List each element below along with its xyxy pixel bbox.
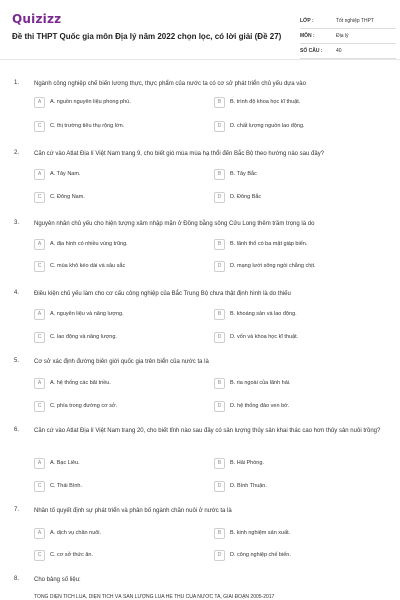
option-text: B. kinh nghiệm sản xuất. bbox=[230, 530, 291, 536]
option-letter: D bbox=[214, 401, 225, 412]
option-text: D. Đông Bắc bbox=[230, 194, 262, 200]
option-text: A. nguyên liệu và năng lượng. bbox=[50, 311, 124, 317]
option-c[interactable] bbox=[34, 480, 82, 492]
question-number: 4. bbox=[14, 290, 20, 296]
option-letter: C bbox=[34, 192, 45, 203]
option-c[interactable] bbox=[34, 191, 85, 203]
option-text: B. khoáng sản và lao động. bbox=[230, 311, 297, 317]
option-text: B. Tây Bắc bbox=[230, 171, 257, 177]
meta-row-class bbox=[300, 14, 396, 29]
option-letter: A bbox=[34, 97, 45, 108]
option-text: B. ria ngoài của lãnh hải. bbox=[230, 380, 291, 386]
option-letter: D bbox=[214, 261, 225, 272]
option-text: D. công nghiệp chế biến. bbox=[230, 552, 291, 558]
option-letter: A bbox=[34, 309, 45, 320]
question-number: 6. bbox=[14, 427, 20, 433]
meta-label: LỚP : bbox=[300, 18, 314, 24]
option-letter: B bbox=[214, 169, 225, 180]
option-letter: C bbox=[34, 261, 45, 272]
question-number: 3. bbox=[14, 220, 20, 226]
option-letter: B bbox=[214, 309, 225, 320]
meta-label: MÔN : bbox=[300, 33, 315, 39]
option-text: D. chất lượng nguồn lao động. bbox=[230, 123, 305, 129]
option-text: C. Thái Bình. bbox=[50, 483, 82, 489]
option-letter: A bbox=[34, 378, 45, 389]
question-text: Ngành công nghiệp chế biến lương thực, thực phẩm của nước ta có cơ sở phát triển chủ yếu dựa vào bbox=[34, 81, 306, 87]
option-letter: B bbox=[214, 97, 225, 108]
option-letter: A bbox=[34, 458, 45, 469]
option-text: C. cơ sở thức ăn. bbox=[50, 552, 93, 558]
option-letter: A bbox=[34, 169, 45, 180]
option-letter: D bbox=[214, 332, 225, 343]
question-text: Căn cứ vào Atlat Địa lí Việt Nam trang 20, cho biết tỉnh nào sau đây có sản lượng thủy sản khai thác cao hơn thủy sản nuôi trồng? bbox=[34, 428, 381, 434]
meta-value: Địa lý bbox=[336, 33, 349, 39]
meta-value: 40 bbox=[336, 48, 342, 54]
option-text: A. hệ thống các bãi triều. bbox=[50, 380, 111, 386]
meta-row-count bbox=[300, 44, 396, 59]
option-text: C. thị trường tiêu thụ rộng lớn. bbox=[50, 123, 125, 129]
quizizz-logo: Quizizz bbox=[12, 12, 62, 26]
option-text: D. hệ thống đảo ven bờ. bbox=[230, 403, 290, 409]
option-c[interactable] bbox=[34, 260, 125, 272]
option-letter: C bbox=[34, 121, 45, 132]
question-text: Điều kiện chủ yếu làm cho cơ cấu công nghiệp của Bắc Trung Bộ chưa thật định hình là do thiếu bbox=[34, 291, 291, 297]
option-b[interactable] bbox=[214, 308, 297, 320]
option-c[interactable] bbox=[34, 120, 124, 132]
option-d[interactable] bbox=[214, 120, 305, 132]
option-letter: C bbox=[34, 481, 45, 492]
option-letter: D bbox=[214, 481, 225, 492]
option-a[interactable] bbox=[34, 238, 128, 250]
option-text: A. nguồn nguyên liệu phong phú. bbox=[50, 99, 131, 105]
option-c[interactable] bbox=[34, 549, 93, 561]
question-text: Cho bảng số liệu: bbox=[34, 577, 81, 583]
option-a[interactable] bbox=[34, 168, 80, 180]
option-letter: B bbox=[214, 378, 225, 389]
option-b[interactable] bbox=[214, 96, 300, 108]
question-text: Nguyên nhân chủ yếu cho hiện tượng xâm nhập mặn ở Đồng bằng sông Cửu Long thêm trầm trọng là do bbox=[34, 221, 315, 227]
option-letter: D bbox=[214, 121, 225, 132]
option-d[interactable] bbox=[214, 480, 267, 492]
option-letter: C bbox=[34, 550, 45, 561]
option-letter: B bbox=[214, 528, 225, 539]
option-a[interactable] bbox=[34, 377, 111, 389]
option-letter: A bbox=[34, 528, 45, 539]
option-a[interactable] bbox=[34, 96, 131, 108]
meta-value: Tốt nghiệp THPT bbox=[336, 18, 374, 24]
option-b[interactable] bbox=[214, 377, 291, 389]
option-text: C. phía trong đường cơ sở. bbox=[50, 403, 118, 409]
question-text: Cơ sở xác định đường biên giới quốc gia trên biển của nước ta là bbox=[34, 359, 209, 365]
option-text: B. trình độ khoa học kĩ thuật. bbox=[230, 99, 301, 105]
option-text: A. địa hình có nhiều vùng trũng. bbox=[50, 241, 128, 247]
option-text: D. mạng lưới sông ngòi chằng chịt. bbox=[230, 263, 316, 269]
option-b[interactable] bbox=[214, 527, 290, 539]
option-text: D. Bình Thuận. bbox=[230, 483, 267, 489]
option-d[interactable] bbox=[214, 549, 291, 561]
document-title: Đề thi THPT Quốc gia môn Địa lý năm 2022 chọn lọc, có lời giải (Đề 27) bbox=[12, 32, 282, 41]
meta-label: SỐ CÂU : bbox=[300, 48, 323, 54]
question-number: 5. bbox=[14, 358, 20, 364]
question-text: Căn cứ vào Atlat Địa lí Việt Nam trang 9, cho biết gió mùa mùa hạ thổi đến Bắc Bộ theo hướng nào sau đây? bbox=[34, 151, 325, 157]
option-text: C. Đông Nam. bbox=[50, 194, 85, 200]
option-letter: D bbox=[214, 192, 225, 203]
option-d[interactable] bbox=[214, 400, 289, 412]
option-d[interactable] bbox=[214, 260, 316, 272]
option-b[interactable] bbox=[214, 457, 264, 469]
option-letter: C bbox=[34, 332, 45, 343]
option-letter: D bbox=[214, 550, 225, 561]
question-number: 1. bbox=[14, 80, 20, 86]
option-a[interactable] bbox=[34, 308, 124, 320]
option-letter: A bbox=[34, 239, 45, 250]
question-number: 7. bbox=[14, 507, 20, 513]
option-text: B. lãnh thổ có ba mặt giáp biển. bbox=[230, 241, 308, 247]
option-letter: C bbox=[34, 401, 45, 412]
option-d[interactable] bbox=[214, 331, 298, 343]
option-b[interactable] bbox=[214, 238, 307, 250]
option-text: C. lao động và năng lượng. bbox=[50, 334, 117, 340]
option-c[interactable] bbox=[34, 331, 117, 343]
option-text: A. Tây Nam. bbox=[50, 171, 81, 177]
option-text: A. dịch vụ chăn nuôi. bbox=[50, 530, 102, 536]
meta-row-subject bbox=[300, 29, 396, 44]
option-text: C. mùa khô kéo dài và sâu sắc bbox=[50, 263, 126, 269]
option-a[interactable] bbox=[34, 527, 101, 539]
option-letter: B bbox=[214, 239, 225, 250]
option-text: A. Bạc Liêu. bbox=[50, 460, 80, 466]
option-a[interactable] bbox=[34, 457, 80, 469]
option-d[interactable] bbox=[214, 191, 261, 203]
meta-table bbox=[300, 14, 396, 59]
option-b[interactable] bbox=[214, 168, 257, 180]
option-text: B. Hải Phòng. bbox=[230, 460, 264, 466]
option-c[interactable] bbox=[34, 400, 117, 412]
option-letter: B bbox=[214, 458, 225, 469]
question-number: 2. bbox=[14, 150, 20, 156]
option-text: D. vốn và khoa học kĩ thuật. bbox=[230, 334, 299, 340]
page-header bbox=[0, 0, 400, 60]
question-text: Nhân tố quyết định sự phát triển và phân bố ngành chăn nuôi ở nước ta là bbox=[34, 508, 232, 514]
question-number: 8. bbox=[14, 576, 20, 582]
table-caption: TỔNG DIỆN TÍCH LÚA, DIỆN TÍCH VÀ SẢN LƯỢNG LÚA HÈ THU CỦA NƯỚC TA, GIAI ĐOẠN 2005-2017 bbox=[34, 594, 275, 600]
